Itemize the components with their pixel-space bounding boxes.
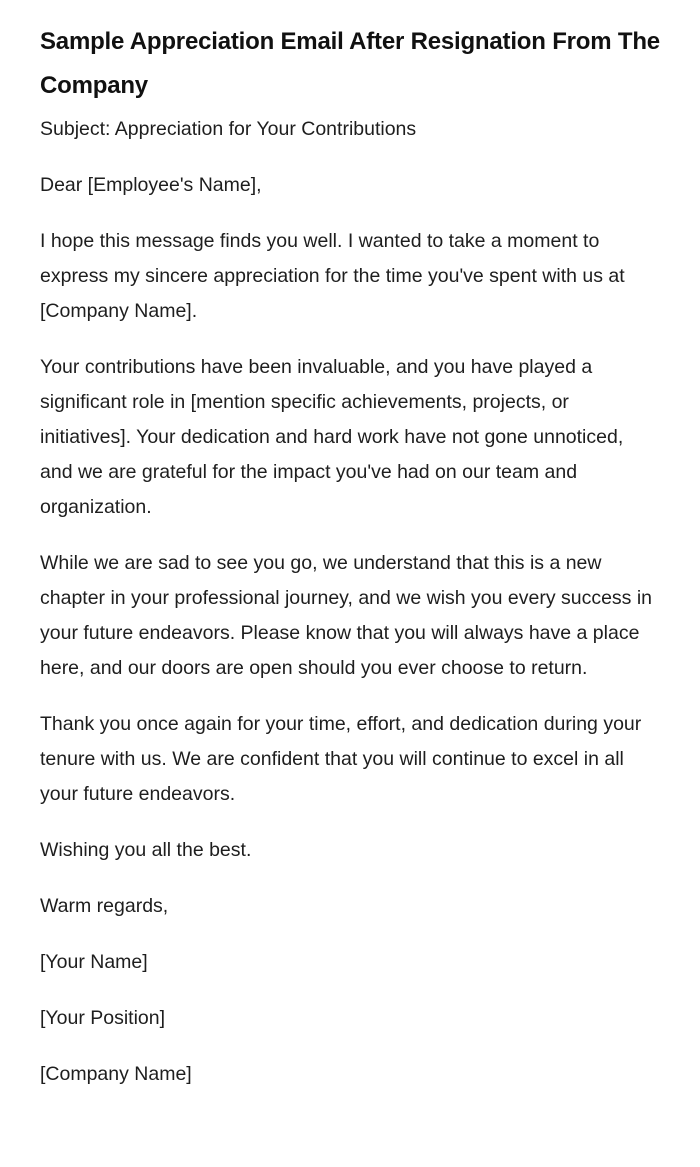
body-paragraph-2: Your contributions have been invaluable, and you have played a significant role in [mention specific achievements, projects, or initiatives]. Your dedication and hard work have not gone unnoticed, and we are grateful for the impact you've had on our team and organization. (40, 356, 624, 518)
signature-company: [Company Name] (40, 1063, 192, 1085)
body-paragraph-4: Thank you once again for your time, effort, and dedication during your tenure with us. We are confident that you will continue to excel in all your future endeavors. (40, 713, 642, 805)
body-paragraph-1: I hope this message finds you well. I wanted to take a moment to express my sincere appreciation for the time you've spent with us at [Company Name]. (40, 230, 625, 322)
email-wish: Wishing you all the best. (40, 839, 252, 861)
body-paragraph-3: While we are sad to see you go, we understand that this is a new chapter in your professional journey, and we wish you every success in your future endeavors. Please know that you will always have a place here, and our doors are open should you ever choose to return. (40, 552, 653, 679)
signature-position: [Your Position] (40, 1007, 166, 1029)
email-greeting: Dear [Employee's Name], (40, 174, 262, 196)
page-title: Sample Appreciation Email After Resignation From The Company (40, 28, 660, 99)
signature-name: [Your Name] (40, 951, 148, 973)
email-subject: Subject: Appreciation for Your Contributions (40, 118, 417, 140)
email-closing: Warm regards, (40, 895, 169, 917)
